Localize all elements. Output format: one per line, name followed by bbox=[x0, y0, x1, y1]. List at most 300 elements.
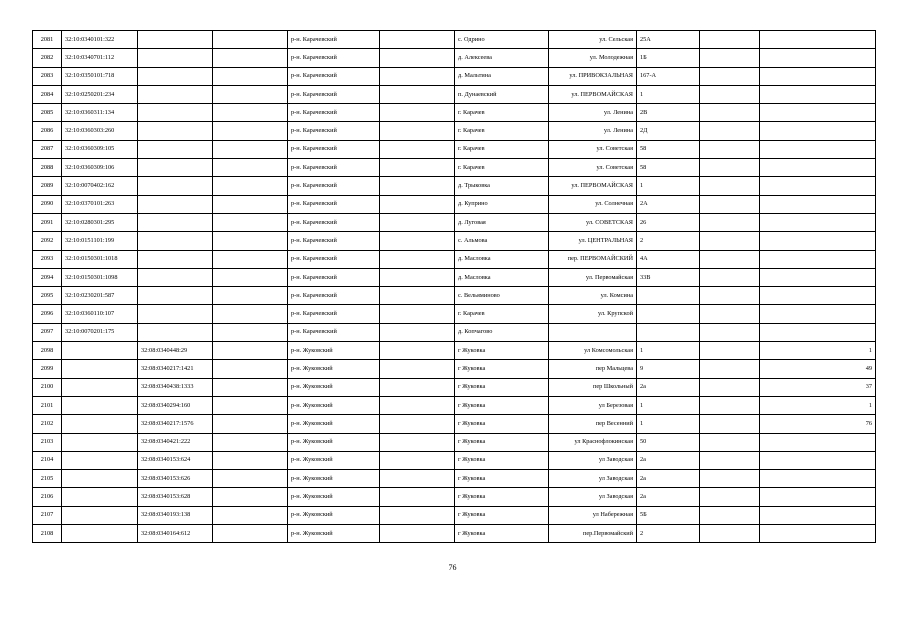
table-row bbox=[33, 470, 876, 488]
cell-row-number: 2100 bbox=[33, 378, 62, 396]
cell-row-number: 2094 bbox=[33, 268, 62, 286]
cell-extra-number bbox=[760, 287, 876, 305]
cell-settlement: г Жуковка bbox=[455, 342, 549, 360]
cell-empty-col-3 bbox=[700, 396, 760, 414]
cell-empty-col-2 bbox=[380, 122, 455, 140]
cell-empty-col-2 bbox=[380, 287, 455, 305]
cell-district: р-н. Карачевский bbox=[288, 287, 380, 305]
cell-district: р-н. Карачевский bbox=[288, 31, 380, 49]
cell-empty-col-2 bbox=[380, 488, 455, 506]
table-row bbox=[33, 415, 876, 433]
cell-street: ул. СОВЕТСКАЯ bbox=[549, 213, 637, 231]
cell-cadastral-number-a: 32:10:0360309:106 bbox=[62, 159, 138, 177]
cell-empty-col-2 bbox=[380, 250, 455, 268]
cell-house-number: 5Б bbox=[637, 506, 700, 524]
table-row bbox=[33, 250, 876, 268]
cell-row-number: 2090 bbox=[33, 195, 62, 213]
cell-empty-col-3 bbox=[700, 305, 760, 323]
cell-street bbox=[549, 323, 637, 341]
cell-district: р-н. Карачевский bbox=[288, 268, 380, 286]
cell-row-number: 2089 bbox=[33, 177, 62, 195]
cell-cadastral-number-a: 32:10:0340101:322 bbox=[62, 31, 138, 49]
table-row bbox=[33, 323, 876, 341]
cell-empty-col bbox=[213, 451, 288, 469]
cell-empty-col-3 bbox=[700, 433, 760, 451]
cell-row-number: 2081 bbox=[33, 31, 62, 49]
cell-empty-col bbox=[213, 31, 288, 49]
cell-empty-col-3 bbox=[700, 177, 760, 195]
cell-house-number: 1 bbox=[637, 177, 700, 195]
cell-settlement: д. Куприно bbox=[455, 195, 549, 213]
cell-street: ул. Советская bbox=[549, 159, 637, 177]
cell-cadastral-number-b bbox=[138, 250, 213, 268]
cell-settlement: с. Одрино bbox=[455, 31, 549, 49]
table-row bbox=[33, 525, 876, 543]
cell-cadastral-number-a: 32:10:0360311:134 bbox=[62, 104, 138, 122]
cell-empty-col bbox=[213, 525, 288, 543]
cell-cadastral-number-a: 32:10:0070201:175 bbox=[62, 323, 138, 341]
cell-extra-number bbox=[760, 49, 876, 67]
cell-empty-col-3 bbox=[700, 506, 760, 524]
cell-street: ул. Солнечная bbox=[549, 195, 637, 213]
cell-house-number: 9 bbox=[637, 360, 700, 378]
cell-street: ул. Молодежная bbox=[549, 49, 637, 67]
cell-extra-number bbox=[760, 122, 876, 140]
cell-row-number: 2086 bbox=[33, 122, 62, 140]
cell-house-number: 25А bbox=[637, 31, 700, 49]
cell-settlement: г Жуковка bbox=[455, 470, 549, 488]
cell-extra-number bbox=[760, 232, 876, 250]
cell-settlement: д. Луговая bbox=[455, 213, 549, 231]
cell-cadastral-number-b: 32:08:0340421:222 bbox=[138, 433, 213, 451]
cell-row-number: 2103 bbox=[33, 433, 62, 451]
cell-empty-col bbox=[213, 104, 288, 122]
cell-empty-col-2 bbox=[380, 232, 455, 250]
table-row bbox=[33, 451, 876, 469]
cell-extra-number: 1 bbox=[760, 342, 876, 360]
cell-empty-col-3 bbox=[700, 525, 760, 543]
cell-row-number: 2106 bbox=[33, 488, 62, 506]
cell-cadastral-number-b bbox=[138, 49, 213, 67]
cell-street: ул Краснофлокинская bbox=[549, 433, 637, 451]
cell-street: ул. Ленина bbox=[549, 122, 637, 140]
cell-extra-number bbox=[760, 159, 876, 177]
cell-cadastral-number-a bbox=[62, 451, 138, 469]
cell-district: р-н. Карачевский bbox=[288, 49, 380, 67]
cell-empty-col-2 bbox=[380, 433, 455, 451]
cell-district: р-н. Жуковский bbox=[288, 415, 380, 433]
cell-street: ул. ПРИВОКЗАЛЬНАЯ bbox=[549, 67, 637, 85]
cell-settlement: г. Карачев bbox=[455, 305, 549, 323]
cell-row-number: 2084 bbox=[33, 85, 62, 103]
cell-empty-col-3 bbox=[700, 415, 760, 433]
cell-cadastral-number-a bbox=[62, 488, 138, 506]
table-row bbox=[33, 488, 876, 506]
cell-street: ул. Первомайская bbox=[549, 268, 637, 286]
cell-cadastral-number-a: 32:10:0280301:295 bbox=[62, 213, 138, 231]
cell-empty-col-2 bbox=[380, 268, 455, 286]
cell-row-number: 2097 bbox=[33, 323, 62, 341]
cell-empty-col-3 bbox=[700, 360, 760, 378]
cell-cadastral-number-a: 32:10:0350101:718 bbox=[62, 67, 138, 85]
cell-district: р-н. Карачевский bbox=[288, 159, 380, 177]
cell-empty-col-3 bbox=[700, 31, 760, 49]
cell-empty-col bbox=[213, 177, 288, 195]
cell-cadastral-number-b: 32:08:0340217:1576 bbox=[138, 415, 213, 433]
cell-row-number: 2095 bbox=[33, 287, 62, 305]
cell-cadastral-number-b: 32:08:0340164:612 bbox=[138, 525, 213, 543]
cell-empty-col-3 bbox=[700, 213, 760, 231]
table-row bbox=[33, 122, 876, 140]
cell-empty-col-2 bbox=[380, 104, 455, 122]
cell-extra-number bbox=[760, 488, 876, 506]
cell-cadastral-number-b bbox=[138, 305, 213, 323]
cell-house-number: 2Д bbox=[637, 122, 700, 140]
table-row bbox=[33, 85, 876, 103]
cell-street: ул. ЦЕНТРАЛЬНАЯ bbox=[549, 232, 637, 250]
cell-district: р-н. Карачевский bbox=[288, 104, 380, 122]
cell-house-number: 167-А bbox=[637, 67, 700, 85]
cell-empty-col bbox=[213, 268, 288, 286]
cell-street: ул. Комсина bbox=[549, 287, 637, 305]
cell-row-number: 2104 bbox=[33, 451, 62, 469]
cell-extra-number bbox=[760, 195, 876, 213]
cell-empty-col bbox=[213, 378, 288, 396]
cell-cadastral-number-b bbox=[138, 31, 213, 49]
cell-house-number bbox=[637, 287, 700, 305]
cell-house-number: 33В bbox=[637, 268, 700, 286]
cell-empty-col bbox=[213, 250, 288, 268]
cell-street: пер Весенний bbox=[549, 415, 637, 433]
cell-street: ул. Советская bbox=[549, 140, 637, 158]
cell-cadastral-number-b bbox=[138, 195, 213, 213]
cell-district: р-н. Карачевский bbox=[288, 85, 380, 103]
cell-house-number: 2В bbox=[637, 104, 700, 122]
cell-cadastral-number-b bbox=[138, 159, 213, 177]
cell-cadastral-number-b bbox=[138, 85, 213, 103]
cell-empty-col-3 bbox=[700, 488, 760, 506]
cell-settlement: г Жуковка bbox=[455, 378, 549, 396]
table-row bbox=[33, 67, 876, 85]
cell-house-number: 2А bbox=[637, 195, 700, 213]
cell-street: ул. Сельская bbox=[549, 31, 637, 49]
cell-settlement: г Жуковка bbox=[455, 525, 549, 543]
cell-settlement: г Жуковка bbox=[455, 396, 549, 414]
cell-cadastral-number-a: 32:10:0150301:1098 bbox=[62, 268, 138, 286]
cell-row-number: 2082 bbox=[33, 49, 62, 67]
cell-cadastral-number-b bbox=[138, 122, 213, 140]
cell-house-number: 2 bbox=[637, 525, 700, 543]
cell-empty-col-2 bbox=[380, 177, 455, 195]
cell-street: пер Школьный bbox=[549, 378, 637, 396]
cell-street: ул Заводская bbox=[549, 451, 637, 469]
cell-house-number bbox=[637, 323, 700, 341]
cell-empty-col-3 bbox=[700, 323, 760, 341]
cell-cadastral-number-b: 32:08:0340438:1333 bbox=[138, 378, 213, 396]
cell-street: пер.Первомайский bbox=[549, 525, 637, 543]
cell-empty-col bbox=[213, 360, 288, 378]
cell-district: р-н. Карачевский bbox=[288, 250, 380, 268]
cell-cadastral-number-a bbox=[62, 378, 138, 396]
table-row bbox=[33, 433, 876, 451]
cell-extra-number: 37 bbox=[760, 378, 876, 396]
cell-house-number: 58 bbox=[637, 159, 700, 177]
cell-district: р-н. Карачевский bbox=[288, 195, 380, 213]
cell-cadastral-number-a bbox=[62, 360, 138, 378]
cell-empty-col-2 bbox=[380, 451, 455, 469]
cell-house-number: 1Б bbox=[637, 49, 700, 67]
cell-cadastral-number-a bbox=[62, 415, 138, 433]
cell-empty-col bbox=[213, 506, 288, 524]
cell-cadastral-number-a bbox=[62, 525, 138, 543]
cell-cadastral-number-b bbox=[138, 177, 213, 195]
cell-extra-number bbox=[760, 140, 876, 158]
cell-empty-col-3 bbox=[700, 159, 760, 177]
cell-settlement: г. Карачев bbox=[455, 104, 549, 122]
cell-empty-col-2 bbox=[380, 470, 455, 488]
cell-district: р-н. Карачевский bbox=[288, 177, 380, 195]
cell-cadastral-number-b bbox=[138, 232, 213, 250]
cell-extra-number bbox=[760, 177, 876, 195]
cell-empty-col-3 bbox=[700, 470, 760, 488]
cell-district: р-н. Жуковский bbox=[288, 451, 380, 469]
cell-row-number: 2102 bbox=[33, 415, 62, 433]
cell-cadastral-number-a: 32:10:0360303:260 bbox=[62, 122, 138, 140]
cell-empty-col bbox=[213, 305, 288, 323]
cell-empty-col-2 bbox=[380, 159, 455, 177]
cell-district: р-н. Карачевский bbox=[288, 232, 380, 250]
table-row bbox=[33, 195, 876, 213]
table-row bbox=[33, 159, 876, 177]
cell-house-number: 1 bbox=[637, 396, 700, 414]
cell-house-number: 2а bbox=[637, 451, 700, 469]
cell-district: р-н. Жуковский bbox=[288, 525, 380, 543]
cell-empty-col-3 bbox=[700, 140, 760, 158]
page-number: 76 bbox=[448, 563, 457, 572]
cell-settlement: г. Карачев bbox=[455, 159, 549, 177]
cell-empty-col bbox=[213, 140, 288, 158]
cell-empty-col-3 bbox=[700, 287, 760, 305]
cell-empty-col bbox=[213, 49, 288, 67]
cell-district: р-н. Жуковский bbox=[288, 342, 380, 360]
cell-settlement: с. Вельяминово bbox=[455, 287, 549, 305]
cell-district: р-н. Жуковский bbox=[288, 433, 380, 451]
cell-cadastral-number-a: 32:10:0230201:587 bbox=[62, 287, 138, 305]
cell-house-number: 2 bbox=[637, 232, 700, 250]
cell-street: ул. Ленина bbox=[549, 104, 637, 122]
cell-extra-number: 49 bbox=[760, 360, 876, 378]
cell-cadastral-number-b: 32:08:0340153:624 bbox=[138, 451, 213, 469]
cell-extra-number bbox=[760, 104, 876, 122]
cell-row-number: 2107 bbox=[33, 506, 62, 524]
cell-settlement: д. Копчагово bbox=[455, 323, 549, 341]
table-row bbox=[33, 31, 876, 49]
cell-district: р-н. Жуковский bbox=[288, 488, 380, 506]
cell-empty-col-2 bbox=[380, 67, 455, 85]
cell-house-number: 4А bbox=[637, 250, 700, 268]
cell-row-number: 2091 bbox=[33, 213, 62, 231]
cell-row-number: 2099 bbox=[33, 360, 62, 378]
table-row bbox=[33, 396, 876, 414]
cell-house-number: 2а bbox=[637, 488, 700, 506]
cell-house-number: 26 bbox=[637, 213, 700, 231]
cell-settlement: г Жуковка bbox=[455, 433, 549, 451]
cell-street: ул Набережная bbox=[549, 506, 637, 524]
cell-cadastral-number-b: 32:08:0340217:1421 bbox=[138, 360, 213, 378]
cell-district: р-н. Жуковский bbox=[288, 360, 380, 378]
cell-row-number: 2105 bbox=[33, 470, 62, 488]
cell-empty-col-2 bbox=[380, 378, 455, 396]
cell-empty-col-3 bbox=[700, 342, 760, 360]
cell-cadastral-number-a bbox=[62, 342, 138, 360]
table-row bbox=[33, 104, 876, 122]
cell-empty-col bbox=[213, 488, 288, 506]
cell-settlement: г Жуковка bbox=[455, 360, 549, 378]
cell-settlement: д. Трыковка bbox=[455, 177, 549, 195]
cell-extra-number bbox=[760, 85, 876, 103]
table-row bbox=[33, 268, 876, 286]
cell-street: ул Березовая bbox=[549, 396, 637, 414]
cell-cadastral-number-b: 32:08:0340448:29 bbox=[138, 342, 213, 360]
cell-empty-col bbox=[213, 213, 288, 231]
cell-cadastral-number-b bbox=[138, 268, 213, 286]
cell-empty-col bbox=[213, 85, 288, 103]
table-row bbox=[33, 140, 876, 158]
cell-row-number: 2096 bbox=[33, 305, 62, 323]
cell-street: ул. ПЕРВОМАЙСКАЯ bbox=[549, 177, 637, 195]
table-row bbox=[33, 378, 876, 396]
cell-cadastral-number-a: 32:10:0070402:162 bbox=[62, 177, 138, 195]
cell-empty-col-2 bbox=[380, 360, 455, 378]
cell-empty-col-2 bbox=[380, 506, 455, 524]
cell-house-number: 1 bbox=[637, 85, 700, 103]
cell-empty-col bbox=[213, 342, 288, 360]
cell-cadastral-number-a bbox=[62, 470, 138, 488]
cell-empty-col-2 bbox=[380, 195, 455, 213]
cell-district: р-н. Карачевский bbox=[288, 67, 380, 85]
register-table bbox=[32, 30, 876, 543]
cell-cadastral-number-b bbox=[138, 67, 213, 85]
cell-district: р-н. Жуковский bbox=[288, 378, 380, 396]
cell-settlement: г Жуковка bbox=[455, 506, 549, 524]
cell-row-number: 2088 bbox=[33, 159, 62, 177]
cell-empty-col bbox=[213, 67, 288, 85]
cell-district: р-н. Карачевский bbox=[288, 323, 380, 341]
cell-cadastral-number-a: 32:10:0150301:1018 bbox=[62, 250, 138, 268]
cell-empty-col-3 bbox=[700, 378, 760, 396]
cell-empty-col-2 bbox=[380, 342, 455, 360]
cell-house-number: 2а bbox=[637, 470, 700, 488]
cell-empty-col-3 bbox=[700, 122, 760, 140]
cell-cadastral-number-b bbox=[138, 104, 213, 122]
cell-house-number: 58 bbox=[637, 140, 700, 158]
cell-empty-col-2 bbox=[380, 396, 455, 414]
cell-settlement: с. Альмова bbox=[455, 232, 549, 250]
cell-cadastral-number-b: 32:08:0340153:626 bbox=[138, 470, 213, 488]
cell-empty-col-2 bbox=[380, 31, 455, 49]
cell-cadastral-number-a: 32:10:0360309:105 bbox=[62, 140, 138, 158]
cell-house-number: 50 bbox=[637, 433, 700, 451]
cell-empty-col bbox=[213, 122, 288, 140]
cell-cadastral-number-a bbox=[62, 433, 138, 451]
table-row bbox=[33, 342, 876, 360]
cell-empty-col-3 bbox=[700, 195, 760, 213]
cell-settlement: г. Карачев bbox=[455, 122, 549, 140]
cell-cadastral-number-a: 32:10:0151101:199 bbox=[62, 232, 138, 250]
table-row bbox=[33, 49, 876, 67]
cell-extra-number bbox=[760, 506, 876, 524]
cell-empty-col-2 bbox=[380, 323, 455, 341]
register-sheet bbox=[32, 30, 876, 543]
cell-street: ул. ПЕРВОМАЙСКАЯ bbox=[549, 85, 637, 103]
cell-district: р-н. Карачевский bbox=[288, 122, 380, 140]
cell-empty-col-2 bbox=[380, 415, 455, 433]
cell-extra-number bbox=[760, 250, 876, 268]
cell-row-number: 2101 bbox=[33, 396, 62, 414]
cell-district: р-н. Жуковский bbox=[288, 396, 380, 414]
cell-cadastral-number-b bbox=[138, 323, 213, 341]
cell-row-number: 2092 bbox=[33, 232, 62, 250]
cell-empty-col bbox=[213, 396, 288, 414]
cell-house-number: 2а bbox=[637, 378, 700, 396]
cell-empty-col-3 bbox=[700, 232, 760, 250]
cell-district: р-н. Карачевский bbox=[288, 213, 380, 231]
cell-district: р-н. Карачевский bbox=[288, 305, 380, 323]
table-row bbox=[33, 213, 876, 231]
cell-empty-col bbox=[213, 323, 288, 341]
cell-extra-number bbox=[760, 433, 876, 451]
cell-cadastral-number-a: 32:10:0370101:263 bbox=[62, 195, 138, 213]
cell-extra-number bbox=[760, 470, 876, 488]
table-row bbox=[33, 232, 876, 250]
cell-cadastral-number-a bbox=[62, 506, 138, 524]
cell-empty-col bbox=[213, 415, 288, 433]
cell-row-number: 2108 bbox=[33, 525, 62, 543]
cell-settlement: д. Масловка bbox=[455, 250, 549, 268]
cell-empty-col bbox=[213, 470, 288, 488]
cell-cadastral-number-b bbox=[138, 287, 213, 305]
cell-settlement: д. Мальтина bbox=[455, 67, 549, 85]
cell-extra-number bbox=[760, 31, 876, 49]
table-row bbox=[33, 305, 876, 323]
table-row bbox=[33, 177, 876, 195]
cell-cadastral-number-b bbox=[138, 140, 213, 158]
cell-settlement: г Жуковка bbox=[455, 451, 549, 469]
cell-district: р-н. Карачевский bbox=[288, 140, 380, 158]
cell-extra-number: 1 bbox=[760, 396, 876, 414]
cell-row-number: 2093 bbox=[33, 250, 62, 268]
cell-district: р-н. Жуковский bbox=[288, 470, 380, 488]
cell-row-number: 2083 bbox=[33, 67, 62, 85]
cell-empty-col-2 bbox=[380, 305, 455, 323]
table-row bbox=[33, 360, 876, 378]
cell-empty-col bbox=[213, 159, 288, 177]
cell-street: ул Комсомольская bbox=[549, 342, 637, 360]
cell-street: ул Заводская bbox=[549, 488, 637, 506]
cell-empty-col-3 bbox=[700, 85, 760, 103]
cell-settlement: г Жуковка bbox=[455, 415, 549, 433]
cell-empty-col-3 bbox=[700, 451, 760, 469]
cell-settlement: г. Карачев bbox=[455, 140, 549, 158]
cell-empty-col bbox=[213, 232, 288, 250]
cell-cadastral-number-b: 32:08:0340193:138 bbox=[138, 506, 213, 524]
cell-extra-number: 76 bbox=[760, 415, 876, 433]
cell-empty-col-2 bbox=[380, 525, 455, 543]
cell-house-number bbox=[637, 305, 700, 323]
cell-extra-number bbox=[760, 525, 876, 543]
cell-empty-col-3 bbox=[700, 250, 760, 268]
cell-district: р-н. Жуковский bbox=[288, 506, 380, 524]
